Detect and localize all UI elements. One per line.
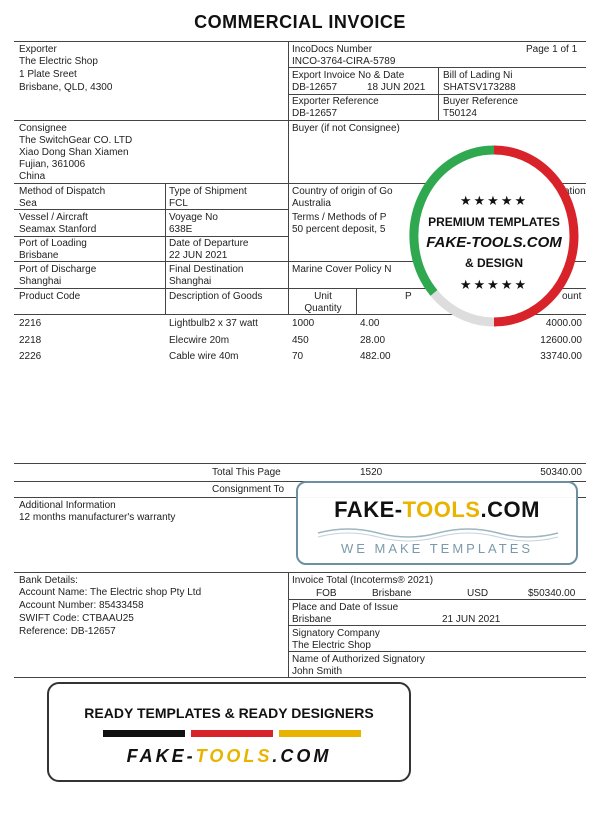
row-price: 4.00 (360, 318, 380, 329)
row-amount: 4000.00 (545, 318, 582, 329)
rule-totals (14, 463, 586, 464)
loading-label: Port of Loading (19, 238, 87, 249)
bottom-suffix: .COM (272, 746, 332, 766)
exporter-name: The Electric Shop (19, 56, 98, 67)
invoice-total-label: Invoice Total (Incoterms® 2021) (292, 575, 434, 586)
place-value: Brisbane (292, 614, 332, 625)
premium-templates-badge (408, 143, 580, 329)
document-title: COMMERCIAL INVOICE (194, 12, 406, 32)
terms-label: Terms / Methods of P (292, 212, 387, 223)
fake-tools-banner (296, 481, 578, 565)
flag-stripe-red (191, 730, 273, 737)
bank-reference: Reference: DB-12657 (19, 626, 116, 637)
row-description: Lightbulb2 x 37 watt (169, 318, 258, 329)
invoice-total-place: Brisbane (372, 588, 412, 599)
divider-price (356, 288, 357, 314)
row-product-code: 2216 (19, 318, 42, 329)
dispatch-value: Sea (19, 198, 37, 209)
authorized-signatory-value: John Smith (292, 666, 343, 677)
final-destination-value: Shanghai (169, 276, 212, 287)
bottom-accent: TOOLS (195, 746, 273, 766)
row-product-code: 2218 (19, 335, 42, 346)
banner-tagline: WE MAKE TEMPLATES (340, 541, 534, 556)
exporter-city: Brisbane, QLD, 4300 (19, 82, 113, 93)
voyage-label: Voyage No (169, 212, 218, 223)
signatory-company-value: The Electric Shop (292, 640, 371, 651)
row-quantity: 450 (292, 335, 309, 346)
issue-date-value: 21 JUN 2021 (442, 614, 501, 625)
top-rule (14, 41, 586, 42)
bill-of-lading-value: SHATSV173288 (443, 82, 516, 93)
bottom-site-name (49, 746, 409, 767)
row-quantity: 70 (292, 351, 304, 362)
badge-top-stars: ★★★★★ (459, 193, 529, 208)
incodocs-number: INCO-3764-CIRA-5789 (292, 56, 396, 67)
consignee-street: Xiao Dong Shan Xiamen (19, 147, 129, 158)
rule-export-invoice (288, 67, 586, 68)
col-unit-quantity-line1: Unit (314, 291, 332, 302)
consignee-city: Fujian, 361006 (19, 159, 86, 170)
invoice-total-amount: $50340.00 (528, 588, 576, 599)
col-price-fragment: P (405, 291, 412, 302)
shipment-value: FCL (169, 198, 188, 209)
exporter-ref-value: DB-12657 (292, 108, 338, 119)
additional-info-value: 12 months manufacturer's warranty (19, 512, 176, 523)
bill-of-lading-label: Bill of Lading Ni (443, 70, 513, 81)
voyage-value: 638E (169, 224, 193, 235)
total-page-amount: 50340.00 (540, 467, 582, 478)
bank-account-name: Account Name: The Electric shop Pty Ltd (19, 587, 202, 598)
banner-site-name (298, 497, 576, 523)
exporter-ref-label: Exporter Reference (292, 96, 379, 107)
shipment-label: Type of Shipment (169, 186, 247, 197)
dispatch-label: Method of Dispatch (19, 186, 106, 197)
divider-lower (288, 572, 289, 677)
ready-templates-heading: READY TEMPLATES & READY DESIGNERS (84, 705, 374, 721)
origin-label: Country of origin of Go (292, 186, 393, 197)
export-invoice-date: 18 JUN 2021 (367, 82, 426, 93)
rule-authorized (288, 651, 586, 652)
final-destination-label: Final Destination (169, 264, 244, 275)
bank-label: Bank Details: (19, 575, 78, 586)
col-amount-fragment: ount (562, 291, 582, 302)
authorized-signatory-label: Name of Authorized Signatory (292, 654, 425, 665)
divider-bill (438, 67, 439, 120)
divider-main (288, 41, 289, 314)
exporter-street: 1 Plate Sreet (19, 69, 77, 80)
consignment-total-label: Consignment To (212, 484, 285, 495)
row-quantity: 1000 (292, 318, 315, 329)
row-amount: 12600.00 (540, 335, 582, 346)
destination-label-fragment: ation (564, 186, 586, 197)
row-description: Elecwire 20m (169, 335, 230, 346)
rule-vessel (14, 209, 288, 210)
buyer-ref-value: T50124 (443, 108, 477, 119)
rule-place (288, 599, 586, 600)
signatory-company-label: Signatory Company (292, 628, 380, 639)
banner-wave-icon (298, 523, 576, 543)
row-amount: 33740.00 (540, 351, 582, 362)
page-number: Page 1 of 1 (526, 44, 578, 55)
rule-bottom (14, 677, 586, 678)
bank-swift: SWIFT Code: CTBAAU25 (19, 613, 134, 624)
col-description: Description of Goods (169, 291, 263, 302)
place-date-label: Place and Date of Issue (292, 602, 399, 613)
terms-value: 50 percent deposit, 5 (292, 224, 386, 235)
badge-line-premium: PREMIUM TEMPLATES (428, 215, 560, 229)
departure-value: 22 JUN 2021 (169, 250, 228, 261)
flag-stripe-black (103, 730, 185, 737)
total-page-quantity: 1520 (360, 467, 383, 478)
badge-line-design: & DESIGN (464, 256, 523, 270)
bottom-prefix: FAKE- (126, 746, 196, 766)
banner-prefix: FAKE- (334, 497, 403, 522)
consignee-label: Consignee (19, 123, 67, 134)
banner-accent: TOOLS (402, 497, 481, 522)
ready-templates-box (47, 682, 411, 782)
buyer-label: Buyer (if not Consignee) (292, 123, 400, 134)
loading-value: Brisbane (19, 250, 59, 261)
col-unit-quantity-line2: Quantity (304, 303, 342, 314)
discharge-label: Port of Discharge (19, 264, 97, 275)
marine-cover-label: Marine Cover Policy N (292, 264, 392, 275)
rule-signatory (288, 625, 586, 626)
divider-shipment (165, 183, 166, 314)
consignee-country: China (19, 171, 46, 182)
export-invoice-label: Export Invoice No & Date (292, 70, 405, 81)
consignee-name: The SwitchGear CO. LTD (19, 135, 133, 146)
discharge-value: Shanghai (19, 276, 62, 287)
origin-value: Australia (292, 198, 331, 209)
rule-exporter-ref (288, 94, 586, 95)
badge-line-site: FAKE-TOOLS.COM (426, 234, 562, 251)
exporter-label: Exporter (19, 44, 57, 55)
bank-account-number: Account Number: 85433458 (19, 600, 144, 611)
row-price: 482.00 (360, 351, 391, 362)
vessel-value: Seamax Stanford (19, 224, 97, 235)
col-product-code: Product Code (19, 291, 81, 302)
divider-quantity (288, 288, 289, 314)
rule-bank (14, 572, 586, 573)
invoice-total-currency: USD (467, 588, 489, 599)
export-invoice-number: DB-12657 (292, 82, 338, 93)
buyer-ref-label: Buyer Reference (443, 96, 519, 107)
total-page-label: Total This Page (212, 467, 281, 478)
flag-stripe-gold (279, 730, 361, 737)
departure-label: Date of Departure (169, 238, 249, 249)
rule-loading (14, 236, 288, 237)
badge-bottom-stars: ★★★★★ (459, 277, 529, 292)
row-description: Cable wire 40m (169, 351, 239, 362)
vessel-label: Vessel / Aircraft (19, 212, 88, 223)
row-price: 28.00 (360, 335, 386, 346)
incodocs-label: IncoDocs Number (292, 44, 373, 55)
additional-info-label: Additional Information (19, 500, 116, 511)
banner-suffix: .COM (480, 497, 540, 522)
invoice-total-incoterm: FOB (316, 588, 337, 599)
rule-consignee (14, 120, 586, 121)
row-product-code: 2226 (19, 351, 42, 362)
